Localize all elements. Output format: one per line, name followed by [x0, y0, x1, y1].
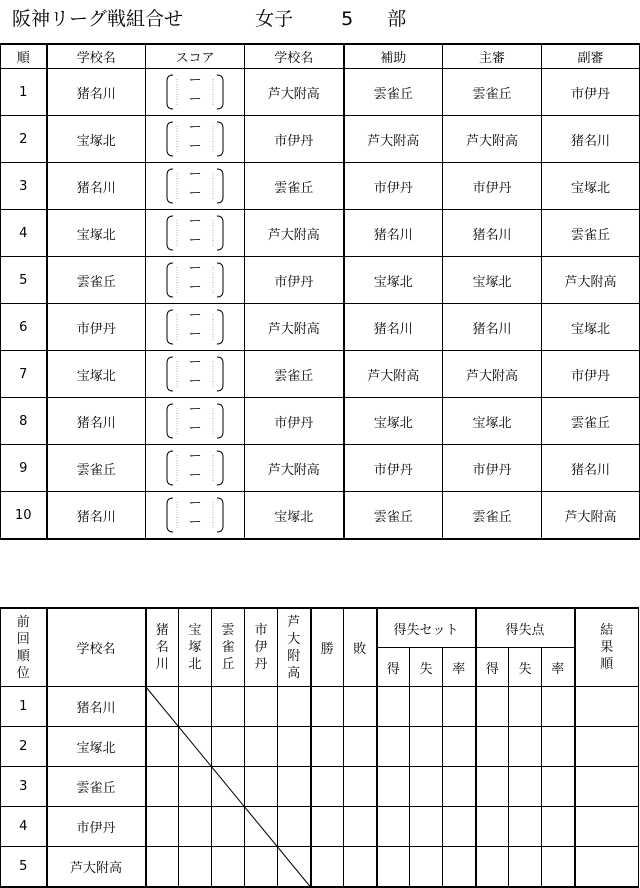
standings-row	[1, 687, 639, 727]
sub-referee: 雲雀丘	[542, 398, 640, 445]
points-rate-cell[interactable]	[542, 847, 575, 888]
result-cell[interactable]	[245, 807, 278, 847]
score-cell[interactable]	[146, 398, 245, 445]
team-b: 市伊丹	[245, 257, 344, 304]
col-opp-inagawa: 猪 名 川	[146, 608, 179, 687]
match-number: 10	[1, 492, 47, 540]
sets-loss-cell[interactable]	[410, 727, 443, 767]
score-dash: ー	[188, 186, 202, 201]
score-dash: ー	[188, 374, 202, 389]
result-cell[interactable]	[245, 727, 278, 767]
final-rank-cell[interactable]	[575, 687, 639, 727]
result-cell[interactable]	[146, 847, 179, 888]
group-set-diff: 得失セット	[377, 608, 476, 648]
sets-rate-cell[interactable]	[443, 807, 476, 847]
score-dash: ー	[188, 120, 202, 135]
score-dash: ー	[188, 515, 202, 530]
final-rank-cell[interactable]	[575, 847, 639, 888]
result-cell[interactable]	[278, 847, 311, 888]
score-cell[interactable]	[146, 257, 245, 304]
team-a: 猪名川	[47, 492, 146, 540]
col-assistant: 補助	[344, 44, 443, 69]
schedule-header-row	[1, 44, 640, 69]
points-loss-cell[interactable]	[509, 807, 542, 847]
referee: 宝塚北	[443, 398, 542, 445]
referee: 猪名川	[443, 210, 542, 257]
col-opp-ichiitami: 市 伊 丹	[245, 608, 278, 687]
prev-rank: 4	[1, 807, 47, 847]
sets-rate-cell[interactable]	[443, 767, 476, 807]
match-number: 6	[1, 304, 47, 351]
sub-referee: 宝塚北	[542, 163, 640, 210]
score-dash: ー	[188, 280, 202, 295]
match-number: 3	[1, 163, 47, 210]
sets-loss-cell[interactable]	[410, 847, 443, 888]
sets-loss: 失	[410, 648, 443, 687]
points-rate-cell[interactable]	[542, 807, 575, 847]
points-rate-cell[interactable]	[542, 767, 575, 807]
team-b: 芦大附高	[245, 445, 344, 492]
referee: 芦大附高	[443, 116, 542, 163]
standings-row	[1, 847, 639, 888]
match-row	[1, 398, 640, 445]
sets-gain-cell[interactable]	[377, 727, 410, 767]
division-suffix: 部	[387, 8, 407, 30]
page-title	[12, 4, 406, 32]
points-rate-cell[interactable]	[542, 687, 575, 727]
assistant: 宝塚北	[344, 398, 443, 445]
points-loss: 失	[509, 648, 542, 687]
losses-cell[interactable]	[344, 727, 377, 767]
sub-referee: 宝塚北	[542, 304, 640, 351]
score-dash: ー	[188, 214, 202, 229]
score-dash: ー	[188, 233, 202, 248]
points-loss-cell[interactable]	[509, 687, 542, 727]
result-cell[interactable]	[179, 807, 212, 847]
match-number: 4	[1, 210, 47, 257]
score-dash: ー	[188, 308, 202, 323]
score-dash: ー	[188, 327, 202, 342]
final-rank-cell[interactable]	[575, 767, 639, 807]
losses-cell[interactable]	[344, 767, 377, 807]
match-row	[1, 351, 640, 398]
sets-gain: 得	[377, 648, 410, 687]
score-dash: ー	[188, 421, 202, 436]
result-cell[interactable]	[212, 767, 245, 807]
team-b: 宝塚北	[245, 492, 344, 540]
team-a: 宝塚北	[47, 351, 146, 398]
match-row	[1, 492, 640, 540]
match-row	[1, 69, 640, 116]
col-order: 順	[1, 44, 47, 69]
prev-rank: 5	[1, 847, 47, 888]
score-dash: ー	[188, 139, 202, 154]
result-cell[interactable]	[278, 767, 311, 807]
col-referee: 主審	[443, 44, 542, 69]
referee: 芦大附高	[443, 351, 542, 398]
team-b: 市伊丹	[245, 116, 344, 163]
col-school-name: 学校名	[47, 608, 146, 687]
result-cell[interactable]	[245, 687, 278, 727]
score-cell[interactable]	[146, 210, 245, 257]
result-cell[interactable]	[278, 807, 311, 847]
sets-loss-cell[interactable]	[410, 807, 443, 847]
result-cell[interactable]	[146, 727, 179, 767]
result-cell[interactable]	[179, 687, 212, 727]
team-a: 猪名川	[47, 163, 146, 210]
sets-gain-cell[interactable]	[377, 807, 410, 847]
wins-cell[interactable]	[311, 727, 344, 767]
sub-referee: 芦大附高	[542, 492, 640, 540]
result-cell[interactable]	[146, 687, 179, 727]
team-a: 宝塚北	[47, 116, 146, 163]
standings-row	[1, 767, 639, 807]
sub-referee: 市伊丹	[542, 69, 640, 116]
wins-cell[interactable]	[311, 767, 344, 807]
points-gain-cell[interactable]	[476, 687, 509, 727]
group-point-diff: 得失点	[476, 608, 575, 648]
col-losses: 敗	[344, 608, 377, 687]
col-opp-ashidai: 芦 大 附 高	[278, 608, 311, 687]
points-loss-cell[interactable]	[509, 727, 542, 767]
score-cell[interactable]	[146, 445, 245, 492]
match-number: 9	[1, 445, 47, 492]
col-score: スコア	[146, 44, 245, 69]
col-sub-referee: 副審	[542, 44, 640, 69]
match-row	[1, 116, 640, 163]
sets-rate-cell[interactable]	[443, 687, 476, 727]
col-final-rank: 結 果 順	[575, 608, 639, 687]
result-cell[interactable]	[212, 807, 245, 847]
team-a: 猪名川	[47, 69, 146, 116]
sub-referee: 芦大附高	[542, 257, 640, 304]
school-name: 雲雀丘	[47, 767, 146, 807]
gender-label: 女子	[255, 8, 294, 30]
final-rank-cell[interactable]	[575, 727, 639, 767]
team-b: 芦大附高	[245, 304, 344, 351]
losses-cell[interactable]	[344, 847, 377, 888]
match-number: 2	[1, 116, 47, 163]
points-loss-cell[interactable]	[509, 847, 542, 888]
result-cell[interactable]	[179, 767, 212, 807]
assistant: 宝塚北	[344, 257, 443, 304]
result-cell[interactable]	[212, 687, 245, 727]
assistant: 市伊丹	[344, 445, 443, 492]
school-name: 猪名川	[47, 687, 146, 727]
sub-referee: 猪名川	[542, 445, 640, 492]
col-school-b: 学校名	[245, 44, 344, 69]
losses-cell[interactable]	[344, 687, 377, 727]
prev-rank: 3	[1, 767, 47, 807]
col-school-a: 学校名	[47, 44, 146, 69]
score-dash: ー	[188, 92, 202, 107]
score-cell[interactable]	[146, 351, 245, 398]
sets-gain-cell[interactable]	[377, 687, 410, 727]
score-cell[interactable]	[146, 163, 245, 210]
score-cell[interactable]	[146, 492, 245, 540]
result-cell[interactable]	[179, 727, 212, 767]
match-row	[1, 257, 640, 304]
division-number: 5	[341, 8, 354, 30]
col-prev-rank: 前 回 順 位	[1, 608, 47, 687]
sub-referee: 猪名川	[542, 116, 640, 163]
match-number: 8	[1, 398, 47, 445]
score-dash: ー	[188, 468, 202, 483]
col-opp-hibarigaoka: 雲 雀 丘	[212, 608, 245, 687]
result-cell[interactable]	[212, 727, 245, 767]
score-cell[interactable]	[146, 304, 245, 351]
assistant: 猪名川	[344, 304, 443, 351]
score-dash: ー	[188, 261, 202, 276]
sets-rate: 率	[443, 648, 476, 687]
points-loss-cell[interactable]	[509, 767, 542, 807]
score-dash: ー	[188, 496, 202, 511]
referee: 雲雀丘	[443, 69, 542, 116]
assistant: 雲雀丘	[344, 69, 443, 116]
prev-rank: 2	[1, 727, 47, 767]
points-gain-cell[interactable]	[476, 767, 509, 807]
referee: 雲雀丘	[443, 492, 542, 540]
match-number: 7	[1, 351, 47, 398]
sub-referee: 市伊丹	[542, 351, 640, 398]
points-rate: 率	[542, 648, 575, 687]
standings-header-row	[1, 608, 639, 648]
score-dash: ー	[188, 73, 202, 88]
match-row	[1, 163, 640, 210]
assistant: 芦大附高	[344, 351, 443, 398]
match-number: 5	[1, 257, 47, 304]
result-cell[interactable]	[146, 807, 179, 847]
col-wins: 勝	[311, 608, 344, 687]
sets-rate-cell[interactable]	[443, 727, 476, 767]
result-cell[interactable]	[245, 767, 278, 807]
sets-loss-cell[interactable]	[410, 687, 443, 727]
losses-cell[interactable]	[344, 807, 377, 847]
team-b: 市伊丹	[245, 398, 344, 445]
match-row	[1, 304, 640, 351]
result-cell[interactable]	[278, 687, 311, 727]
points-gain: 得	[476, 648, 509, 687]
prev-rank: 1	[1, 687, 47, 727]
result-cell[interactable]	[179, 847, 212, 888]
team-a: 市伊丹	[47, 304, 146, 351]
points-rate-cell[interactable]	[542, 727, 575, 767]
assistant: 市伊丹	[344, 163, 443, 210]
result-cell[interactable]	[212, 847, 245, 888]
score-cell[interactable]	[146, 116, 245, 163]
standings-row	[1, 727, 639, 767]
result-cell[interactable]	[245, 847, 278, 888]
score-cell[interactable]	[146, 69, 245, 116]
score-dash: ー	[188, 355, 202, 370]
assistant: 雲雀丘	[344, 492, 443, 540]
wins-cell[interactable]	[311, 847, 344, 888]
school-name: 宝塚北	[47, 727, 146, 767]
standings-row	[1, 807, 639, 847]
team-b: 雲雀丘	[245, 351, 344, 398]
team-b: 雲雀丘	[245, 163, 344, 210]
points-gain-cell[interactable]	[476, 807, 509, 847]
team-b: 芦大附高	[245, 69, 344, 116]
assistant: 芦大附高	[344, 116, 443, 163]
school-name: 芦大附高	[47, 847, 146, 888]
wins-cell[interactable]	[311, 807, 344, 847]
match-number: 1	[1, 69, 47, 116]
match-schedule-table	[0, 43, 640, 540]
team-a: 雲雀丘	[47, 445, 146, 492]
sets-gain-cell[interactable]	[377, 847, 410, 888]
assistant: 猪名川	[344, 210, 443, 257]
standings-table	[0, 607, 639, 888]
referee: 宝塚北	[443, 257, 542, 304]
score-dash: ー	[188, 167, 202, 182]
match-row	[1, 445, 640, 492]
result-cell[interactable]	[278, 727, 311, 767]
result-cell[interactable]	[146, 767, 179, 807]
sub-referee: 雲雀丘	[542, 210, 640, 257]
score-dash: ー	[188, 402, 202, 417]
col-opp-takarazukakita: 宝 塚 北	[179, 608, 212, 687]
referee: 猪名川	[443, 304, 542, 351]
sets-gain-cell[interactable]	[377, 767, 410, 807]
points-gain-cell[interactable]	[476, 847, 509, 888]
team-a: 宝塚北	[47, 210, 146, 257]
sets-loss-cell[interactable]	[410, 767, 443, 807]
match-row	[1, 210, 640, 257]
team-a: 猪名川	[47, 398, 146, 445]
final-rank-cell[interactable]	[575, 807, 639, 847]
league-title: 阪神リーグ戦組合せ	[12, 8, 184, 30]
score-dash: ー	[188, 449, 202, 464]
points-gain-cell[interactable]	[476, 727, 509, 767]
sets-rate-cell[interactable]	[443, 847, 476, 888]
team-b: 芦大附高	[245, 210, 344, 257]
school-name: 市伊丹	[47, 807, 146, 847]
referee: 市伊丹	[443, 163, 542, 210]
referee: 市伊丹	[443, 445, 542, 492]
wins-cell[interactable]	[311, 687, 344, 727]
team-a: 雲雀丘	[47, 257, 146, 304]
